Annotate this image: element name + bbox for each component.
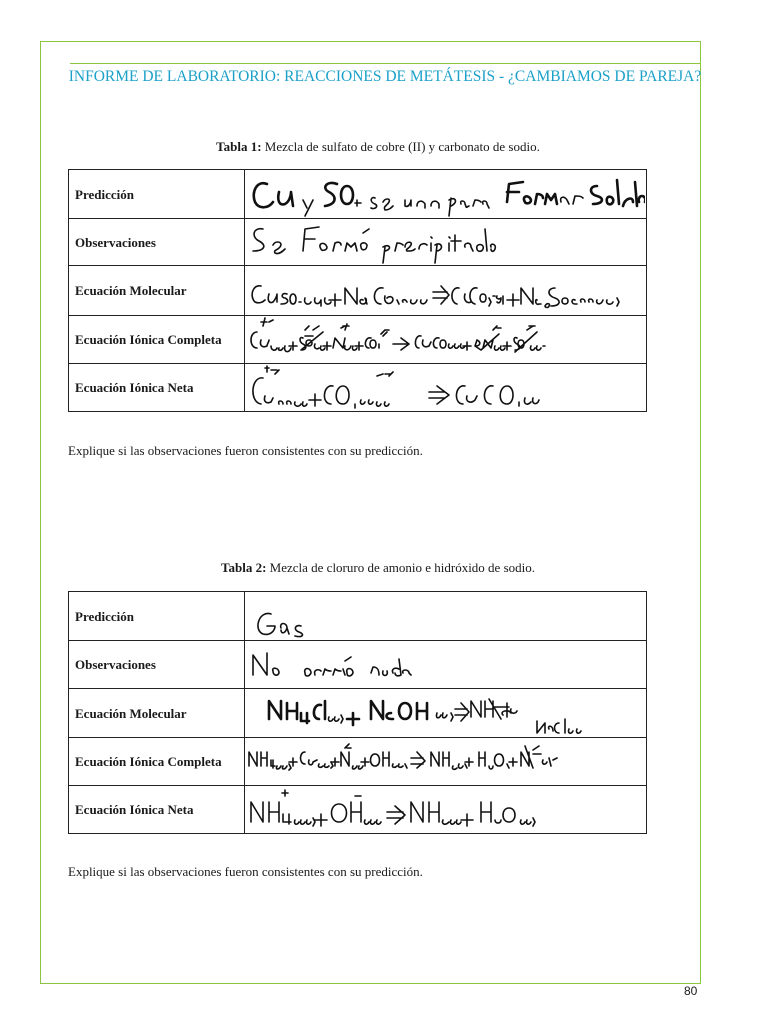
handwritten-answer xyxy=(245,316,647,364)
row-label: Predicción xyxy=(69,592,245,641)
table-row xyxy=(69,364,647,412)
handwritten-answer xyxy=(245,786,647,834)
handwriting-image xyxy=(245,641,645,689)
table-row xyxy=(69,738,647,786)
handwritten-answer xyxy=(245,266,647,316)
table1-caption xyxy=(68,139,688,155)
report-title: INFORME DE LABORATORIO: REACCIONES DE METÁTESIS - ¿CAMBIAMOS DE PAREJA? xyxy=(68,68,702,85)
row-label: Ecuación Iónica Completa xyxy=(69,316,245,364)
handwritten-answer xyxy=(245,641,647,689)
row-label: Observaciones xyxy=(69,219,245,266)
handwriting-image xyxy=(245,364,645,412)
handwriting-image xyxy=(245,689,645,738)
handwriting-image xyxy=(245,266,645,316)
explain-prompt-2: Explique si las observaciones fueron consistentes con su predicción. xyxy=(68,864,423,879)
row-label: Predicción xyxy=(69,170,245,219)
row-label: Ecuación Molecular xyxy=(69,266,245,316)
row-label: Ecuación Iónica Neta xyxy=(69,786,245,834)
handwriting-image xyxy=(245,738,645,786)
table2-caption xyxy=(68,560,688,576)
handwriting-image xyxy=(245,170,645,219)
table-row xyxy=(69,641,647,689)
handwritten-answer xyxy=(245,364,647,412)
handwriting-image xyxy=(245,592,645,641)
row-label: Observaciones xyxy=(69,641,245,689)
table1-caption-label: Tabla 1: xyxy=(216,139,262,154)
table1-caption-text: Mezcla de sulfato de cobre (II) y carbonato de sodio. xyxy=(264,139,540,154)
handwritten-answer xyxy=(245,592,647,641)
handwritten-answer xyxy=(245,219,647,266)
handwritten-answer xyxy=(245,738,647,786)
table2-caption-label: Tabla 2: xyxy=(221,560,267,575)
table-row xyxy=(69,266,647,316)
table-row xyxy=(69,786,647,834)
row-label: Ecuación Iónica Neta xyxy=(69,364,245,412)
table2-caption-text: Mezcla de cloruro de amonio e hidróxido de sodio. xyxy=(269,560,535,575)
row-label: Ecuación Iónica Completa xyxy=(69,738,245,786)
row-label: Ecuación Molecular xyxy=(69,689,245,738)
handwriting-image xyxy=(245,219,645,266)
page-number: 80 xyxy=(684,984,698,998)
table-row xyxy=(69,689,647,738)
table1 xyxy=(68,169,647,412)
handwritten-answer xyxy=(245,689,647,738)
table-row xyxy=(69,219,647,266)
table-row xyxy=(69,170,647,219)
table-row xyxy=(69,316,647,364)
table-row xyxy=(69,592,647,641)
handwriting-image xyxy=(245,786,645,834)
explain-prompt-1: Explique si las observaciones fueron consistentes con su predicción. xyxy=(68,443,423,458)
title-rule xyxy=(70,63,701,64)
handwriting-image xyxy=(245,316,647,364)
table2 xyxy=(68,591,647,834)
handwritten-answer xyxy=(245,170,647,219)
